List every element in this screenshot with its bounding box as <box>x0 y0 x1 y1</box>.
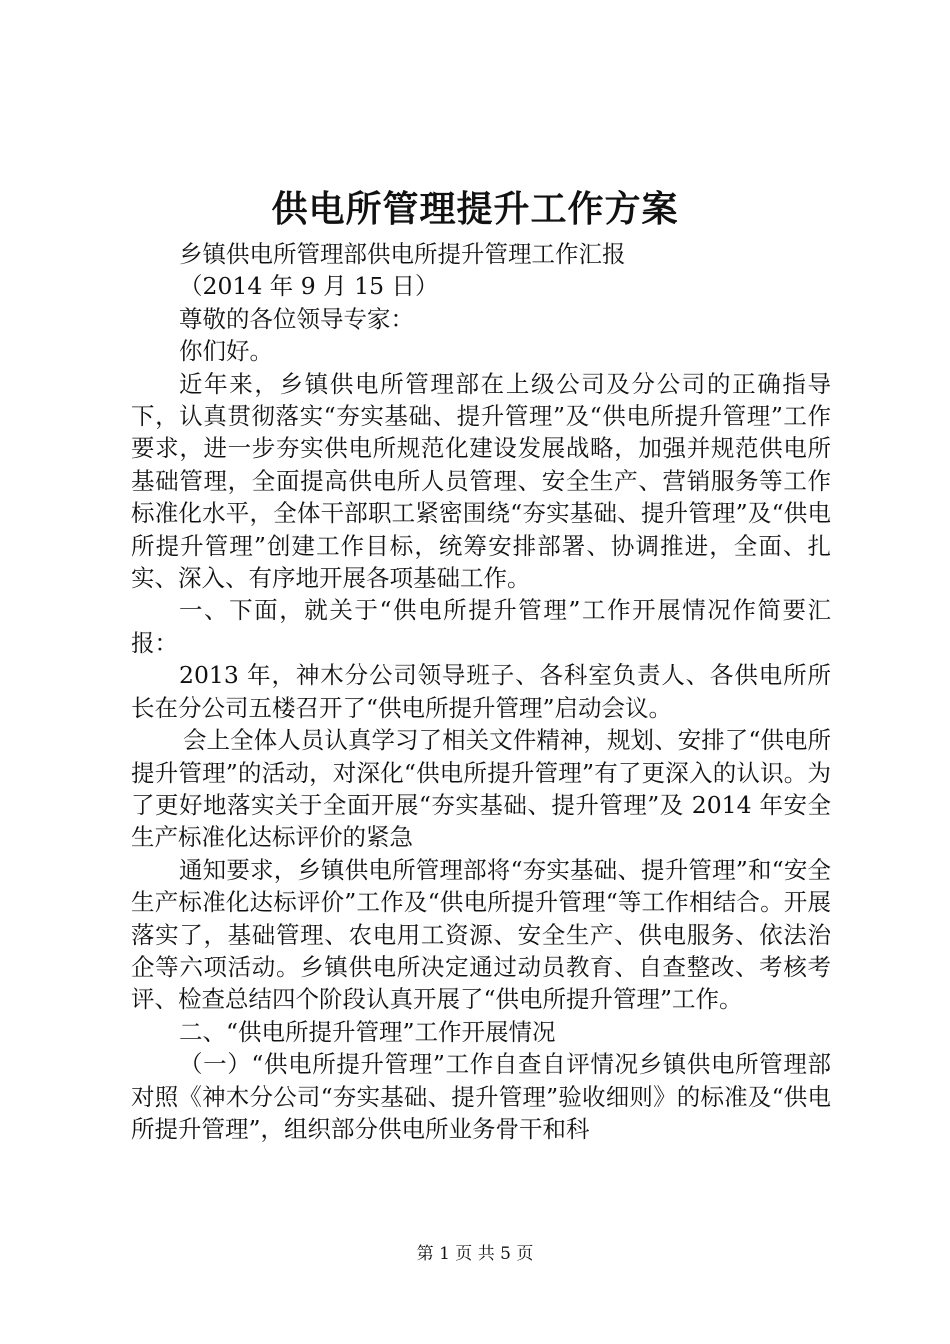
salutation: 尊敬的各位领导专家： <box>179 304 414 333</box>
paragraph-2013: 2013 年，神木分公司领导班子、各科室负责人、各供电所所长在分公司五楼召开了“供电所提升管理”启动会议。 <box>131 661 831 722</box>
report-heading: 乡镇供电所管理部供电所提升管理工作汇报 <box>179 240 626 268</box>
section-one-heading: 一、下面，就关于“供电所提升管理”工作开展情况作简要汇报： <box>131 596 831 657</box>
subsection-one-paragraph: （一）“供电所提升管理”工作自查自评情况乡镇供电所管理部对照《神木分公司“夯实基础、提升管理”验收细则》的标准及“供电所提升管理”，组织部分供电所业务骨干和科 <box>131 1050 831 1143</box>
paragraph-meeting: 会上全体人员认真学习了相关文件精神，规划、安排了“供电所提升管理”的活动，对深化“供电所提升管理”有了更深入的认识。为了更好地落实关于全面开展“夯实基础、提升管理”及 2014 年安全生产标准化达标评价的紧急 <box>131 726 831 852</box>
document-body <box>131 238 831 1145</box>
paragraph-notice: 通知要求，乡镇供电所管理部将“夯实基础、提升管理”和“安全生产标准化达标评价”工作及“供电所提升管理“等工作相结合。开展落实了，基础管理、农电用工资源、安全生产、供电服务、依法治企等六项活动。乡镇供电所决定通过动员教育、自查整改、考核考评、检查总结四个阶段认真开展了“供电所提升管理”工作。 <box>131 855 831 1014</box>
report-date: （2014 年 9 月 15 日） <box>179 272 439 301</box>
document-title: 供电所管理提升工作方案 <box>271 188 679 230</box>
section-two-heading: 二、“供电所提升管理”工作开展情况 <box>179 1017 556 1046</box>
greeting: 你们好。 <box>179 337 273 366</box>
intro-paragraph: 近年来，乡镇供电所管理部在上级公司及分公司的正确指导下，认真贯彻落实“夯实基础、提升管理”及“供电所提升管理”工作要求，进一步夯实供电所规范化建设发展战略，加强并规范供电所基础管理，全面提高供电所人员管理、安全生产、营销服务等工作标准化水平，全体干部职工紧密围绕“夯实基础、提升管理”及“供电所提升管理”创建工作目标，统筹安排部署、协调推进，全面、扎实、深入、有序地开展各项基础工作。 <box>131 369 831 593</box>
page-footer: 第 1 页 共 5 页 <box>416 1244 534 1264</box>
